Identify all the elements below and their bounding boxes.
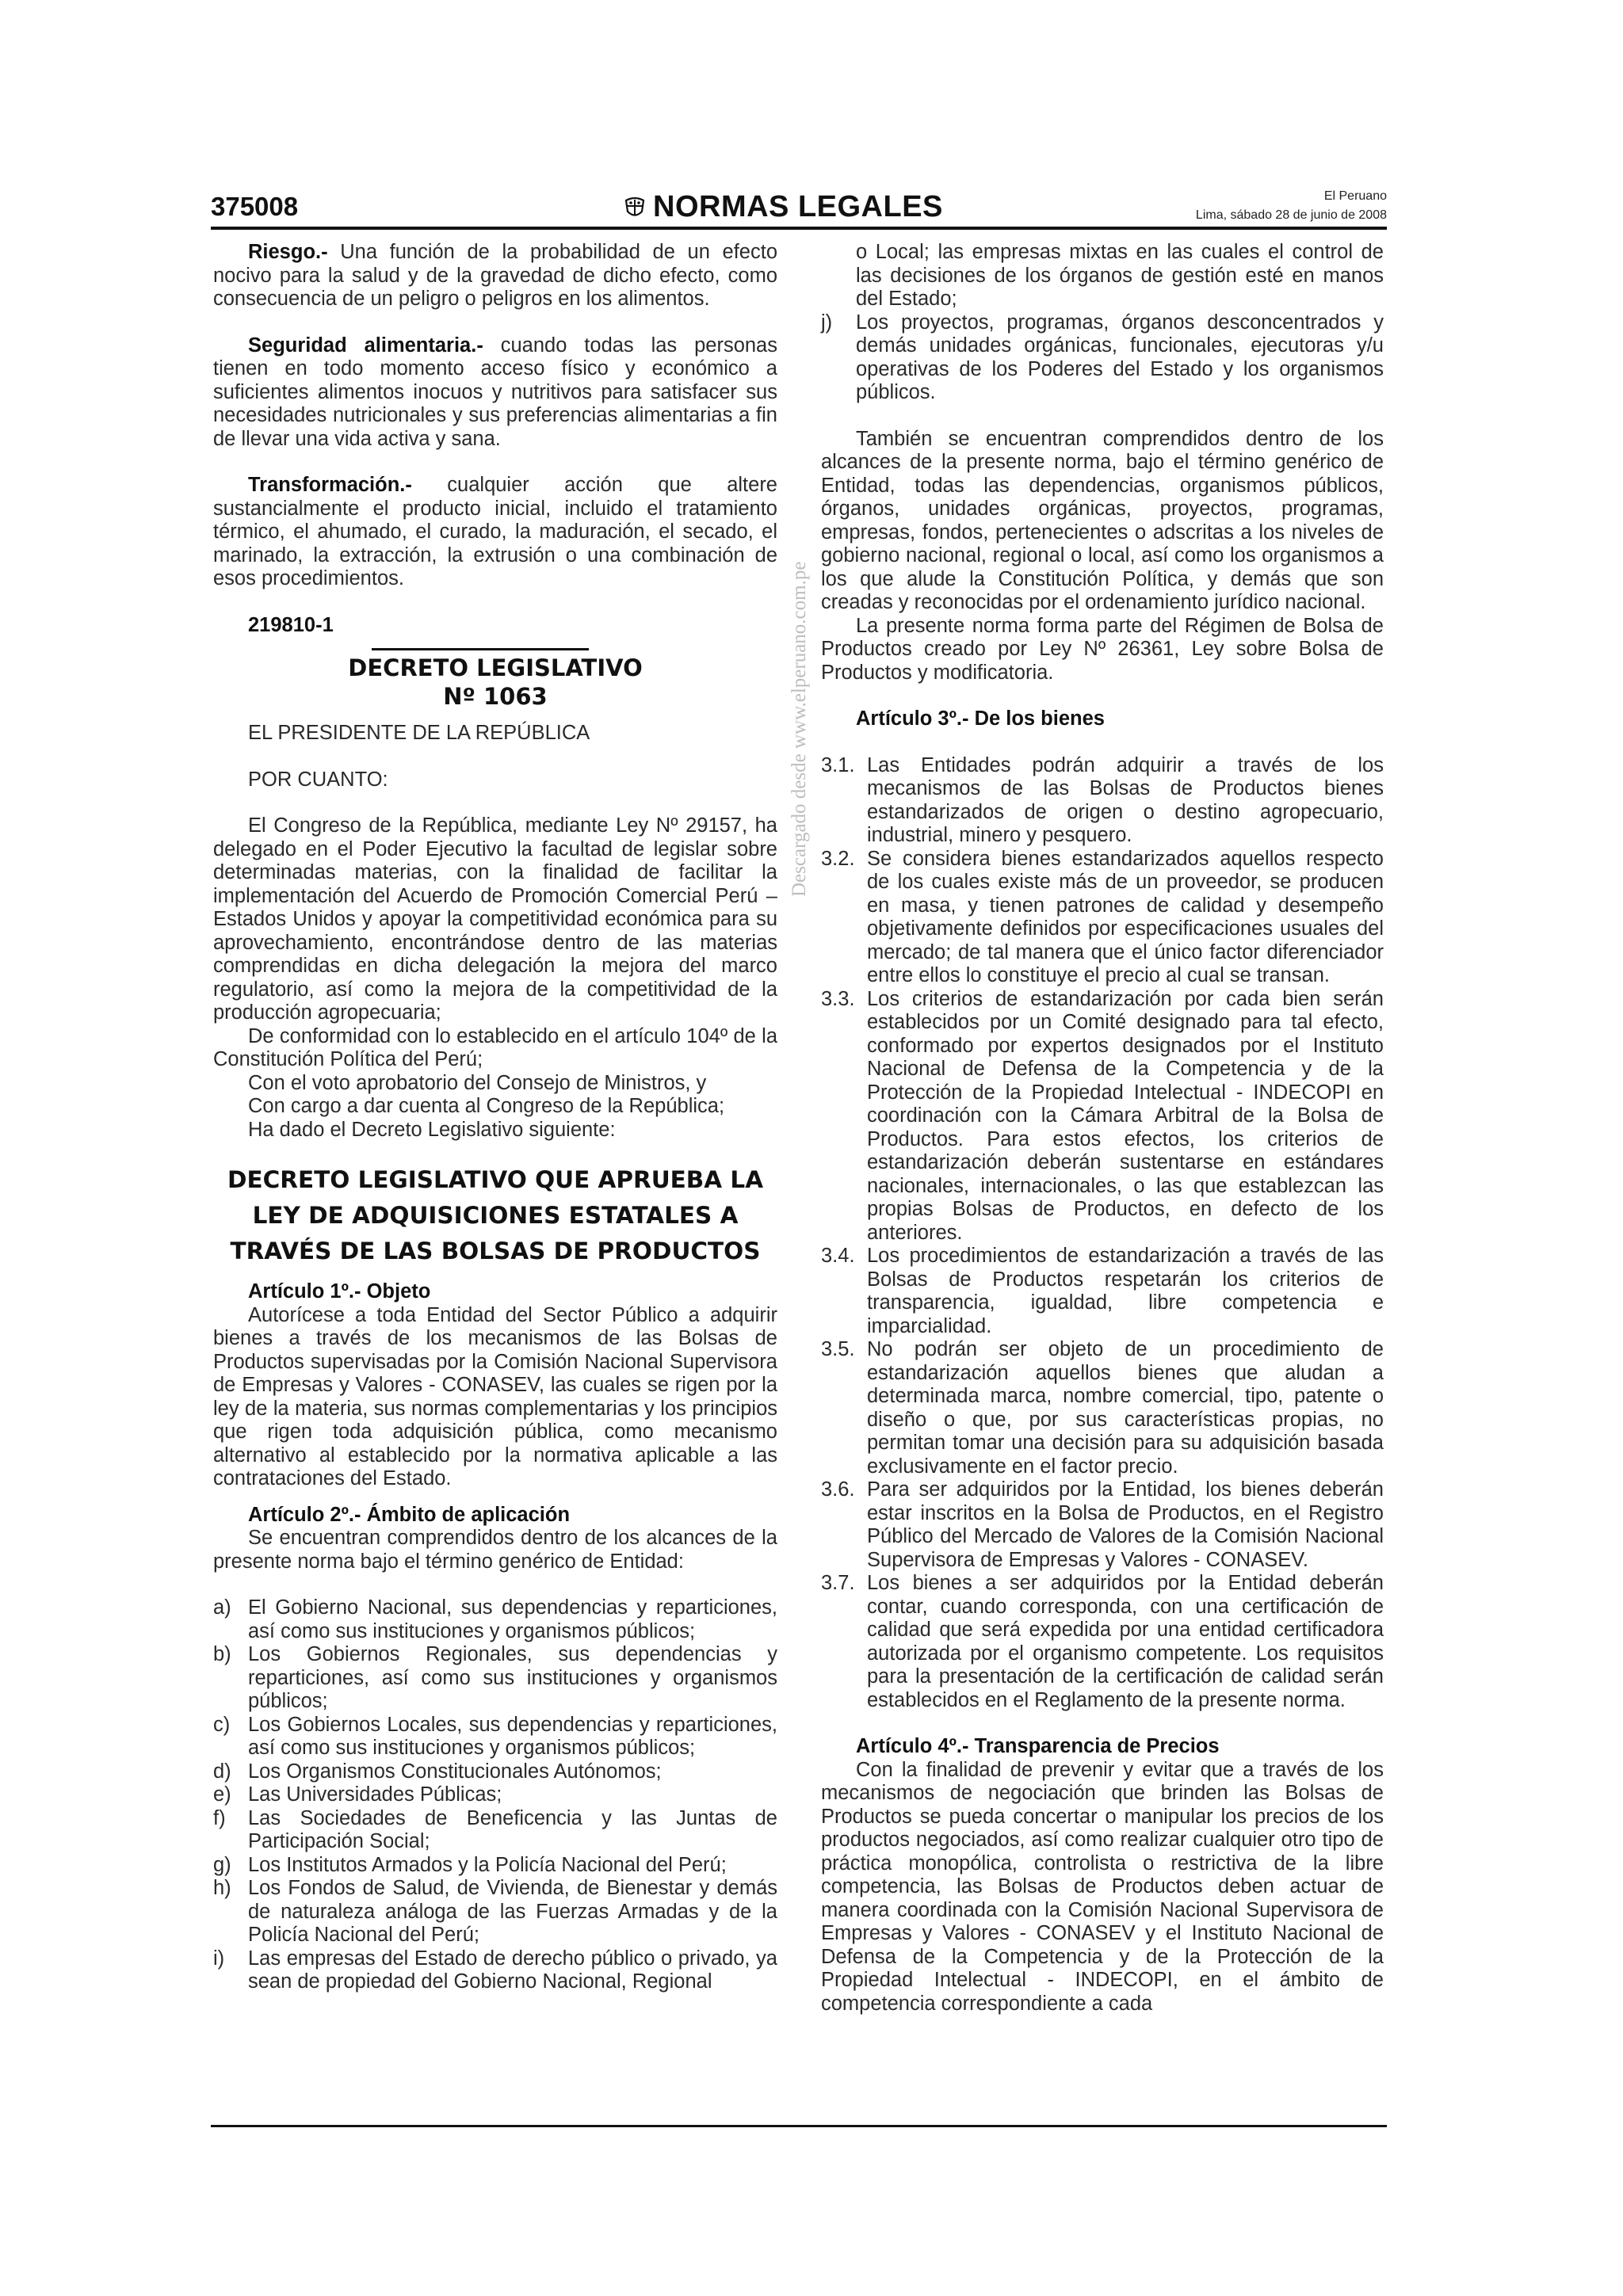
numbered-item: 3.1. Las Entidades podrán adquirir a través de los mecanismos de las Bolsas de Productos bienes estandarizados de origen o destino agropecuario, industrial, minero y pesquero.: [821, 753, 1384, 846]
paragraph-cargo: Con cargo a dar cuenta al Congreso de la República;: [248, 1095, 725, 1117]
article-4-title: Artículo 4º.- Transparencia de Precios: [856, 1735, 1220, 1757]
paragraph-tambien: También se encuentran comprendidos dentro de los alcances de la presente norma, bajo el término genérico de Entidad, todas las dependencias, organismos públicos, órganos, unidades orgánicas, proyectos, programas, empresas, fondos, pertenecientes o adscritas a los niveles de gobierno nacional, regional o local, así como los organismos a los que alude la Constitución Política, y demás que son creadas y reconocidas por el ordenamiento jurídico nacional.: [821, 427, 1384, 613]
list-item: f) Las Sociedades de Beneficencia y las Juntas de Participación Social;: [213, 1806, 777, 1852]
definition-riesgo: Riesgo.- Una función de la probabilidad de un efecto nocivo para la salud y de la gravedad de dicho efecto, como consecuencia de un peligro o peligros en los alimentos.: [213, 241, 777, 310]
coat-of-arms-icon: [623, 193, 647, 217]
article-1-title: Artículo 1º.- Objeto: [248, 1280, 431, 1302]
list-item: i) Las empresas del Estado de derecho público o privado, ya sean de propiedad del Gobierno Nacional, Regional: [213, 1947, 777, 1993]
list-item: j) Los proyectos, programas, órganos desconcentrados y demás unidades orgánicas, funcionales, ejecutoras y/u operativas de los Poderes del Estado y los organismos públicos.: [821, 311, 1384, 403]
numbered-item: 3.5. No podrán ser objeto de un procedimiento de estandarización aquellos bienes que aludan a determinada marca, nombre comercial, tipo, patente o diseño o que, por sus características propias, no permitan tomar una decisión para su adquisición basada exclusivamente en el factor precio.: [821, 1338, 1384, 1478]
numbered-item: 3.2. Se considera bienes estandarizados aquellos respecto de los cuales existe más de un proveedor, se producen en masa, y tienen patrones de calidad y desempeño objetivamente definidos por especificaciones usuales del mercado; de tal manera que el único factor diferenciador entre ellos lo constituye el precio al cual se transan.: [821, 847, 1384, 986]
list-item: b) Los Gobiernos Regionales, sus dependencias y reparticiones, así como sus instituciones y organismos públicos;: [213, 1643, 777, 1712]
definition-seguridad-alimentaria: Seguridad alimentaria.- cuando todas las personas tienen en todo momento acceso físico y económico a suficientes alimentos inocuos y nutritivos para satisfacer sus necesidades nutricionales y sus preferencias alimentarias a fin de llevar una vida activa y sana.: [213, 334, 777, 450]
footer-rule: [211, 2125, 1387, 2127]
list-item: a) El Gobierno Nacional, sus dependencias y reparticiones, así como sus instituciones y organismos públicos;: [213, 1596, 777, 1642]
list-item: g) Los Institutos Armados y la Policía Nacional del Perú;: [213, 1853, 727, 1876]
right-column: [821, 241, 1384, 2016]
numbered-item: 3.4. Los procedimientos de estandarización a través de las Bolsas de Productos respetarán los criterios de transparencia, igualdad, libre competencia e imparcialidad.: [821, 1245, 1384, 1337]
paragraph-ha-dado: Ha dado el Decreto Legislativo siguiente:: [248, 1118, 616, 1141]
section-title-text: NORMAS LEGALES: [653, 190, 943, 223]
publication-date: Lima, sábado 28 de junio de 2008: [1195, 208, 1387, 222]
header-right: [1196, 187, 1387, 225]
article-2-title: Artículo 2º.- Ámbito de aplicación: [248, 1503, 571, 1526]
law-title: DECRETO LEGISLATIVO QUE APRUEBA LA LEY DE ADQUISICIONES ESTATALES A TRAVÉS DE LAS BOLSAS DE PRODUCTOS: [227, 1166, 764, 1264]
watermark-text: Descargado desde www.elperuano.com.pe: [789, 561, 810, 897]
numbered-item: 3.3. Los criterios de estandarización por cada bien serán establecidos por un Comité designado para tal efecto, conformado por expertos designados por el Instituto Nacional de Defensa de la Competencia y de la Protección de la Propiedad Intelectual - INDECOPI en coordinación con la Cámara Arbitral de la Bolsa de Productos. Para estos efectos, los criterios de estandarización deberán sustentarse en estándares nacionales, internacionales, o las que establezcan las propias Bolsas de Productos, en defecto de los anteriores.: [821, 987, 1384, 1244]
numbered-item: 3.6. Para ser adquiridos por la Entidad, los bienes deberán estar inscritos en la Bolsa de Productos, en el Registro Público del Mercado de Valores de la Comisión Nacional Supervisora de Empresas y Valores - CONASEV.: [821, 1478, 1384, 1571]
page-number: 375008: [211, 192, 299, 221]
header-rule: [211, 227, 1387, 230]
watermark: [788, 241, 812, 898]
item-i-continuation: o Local; las empresas mixtas en las cuales el control de las decisiones de los órganos de gestión esté en manos del Estado;: [856, 241, 1384, 310]
publication-name: El Peruano: [1323, 189, 1387, 203]
article-3-list: [821, 754, 1384, 1713]
paragraph-congreso: El Congreso de la República, mediante Ley Nº 29157, ha delegado en el Poder Ejecutivo la facultad de legislar sobre determinadas materias, con la finalidad de facilitar la implementación del Acuerdo de Promoción Comercial Perú – Estados Unidos y apoyar la competitividad económica para su aprovechamiento, encontrándose dentro de las materias comprendidas en dicha delegación la mejora del marco regulatorio, así como la mejora de la competitividad de la producción agropecuaria;: [213, 814, 777, 1024]
por-cuanto: POR CUANTO:: [248, 768, 388, 791]
decree-title: DECRETO LEGISLATIVO: [348, 654, 643, 681]
article-2-text: Se encuentran comprendidos dentro de los alcances de la presente norma bajo el término genérico de Entidad:: [213, 1527, 777, 1573]
section-divider: [372, 648, 589, 650]
entity-list: [213, 1596, 777, 1994]
newspaper-page: [211, 184, 1387, 2133]
left-column: [213, 241, 777, 1994]
decree-number: Nº 1063: [443, 683, 548, 710]
page-header: [211, 184, 1387, 228]
article-4-text: Con la finalidad de prevenir y evitar que a través de los mecanismos de negociación que brinden las Bolsas de Productos se pueda concertar o manipular los precios de los productos negociados, así como realizar cualquier otro tipo de práctica monopólica, controlista o restrictiva de la libre competencia, las Bolsas de Productos deben actuar de manera coordinada con la Comisión Nacional Supervisora de Empresas y Valores - CONASEV y el Instituto Nacional de Defensa de la Competencia y de la Protección de la Propiedad Intelectual - INDECOPI, en el ámbito de competencia correspondiente a cada: [821, 1758, 1384, 2015]
list-item: h) Los Fondos de Salud, de Vivienda, de Bienestar y demás de naturaleza análoga de las Fuerzas Armadas y de la Policía Nacional del Perú;: [213, 1877, 777, 1946]
paragraph-conformidad: De conformidad con lo establecido en el artículo 104º de la Constitución Política del Perú;: [213, 1024, 777, 1070]
definition-transformacion: Transformación.- cualquier acción que altere sustancialmente el producto inicial, incluido el tratamiento térmico, el ahumado, el curado, la maduración, el secado, el marinado, la extracción, la extrusión o una combinación de esos procedimientos.: [213, 474, 777, 589]
list-item: e) Las Universidades Públicas;: [213, 1783, 502, 1806]
publication-section-title: [623, 190, 943, 224]
list-item: c) Los Gobiernos Locales, sus dependencias y reparticiones, así como sus instituciones y organismos públicos;: [213, 1713, 777, 1759]
document-code: 219810-1: [248, 613, 334, 636]
numbered-item: 3.7. Los bienes a ser adquiridos por la Entidad deberán contar, cuando corresponda, con una certificación de calidad que será expedida por una entidad certificadora autorizada por el organismo competente. Los requisitos para la presentación de la certificación de calidad serán establecidos en el Reglamento de la presente norma.: [821, 1572, 1384, 1711]
president-line: EL PRESIDENTE DE LA REPÚBLICA: [248, 722, 590, 744]
paragraph-regimen: La presente norma forma parte del Régimen de Bolsa de Productos creado por Ley Nº 26361, Ley sobre Bolsa de Productos y modificatoria.: [821, 614, 1384, 684]
article-1-text: Autorícese a toda Entidad del Sector Público a adquirir bienes a través de los mecanismos de las Bolsas de Productos supervisadas por la Comisión Nacional Supervisora de Empresas y Valores - CONASEV, las cuales se rigen por la ley de la materia, sus normas complementarias y los principios que rigen toda adquisición pública, como mecanismo alternativo al establecido por la normativa aplicable a las contrataciones del Estado.: [213, 1303, 777, 1489]
paragraph-voto: Con el voto aprobatorio del Consejo de Ministros, y: [248, 1071, 707, 1094]
article-3-title: Artículo 3º.- De los bienes: [856, 707, 1105, 730]
list-item: d) Los Organismos Constitucionales Autónomos;: [213, 1760, 662, 1783]
